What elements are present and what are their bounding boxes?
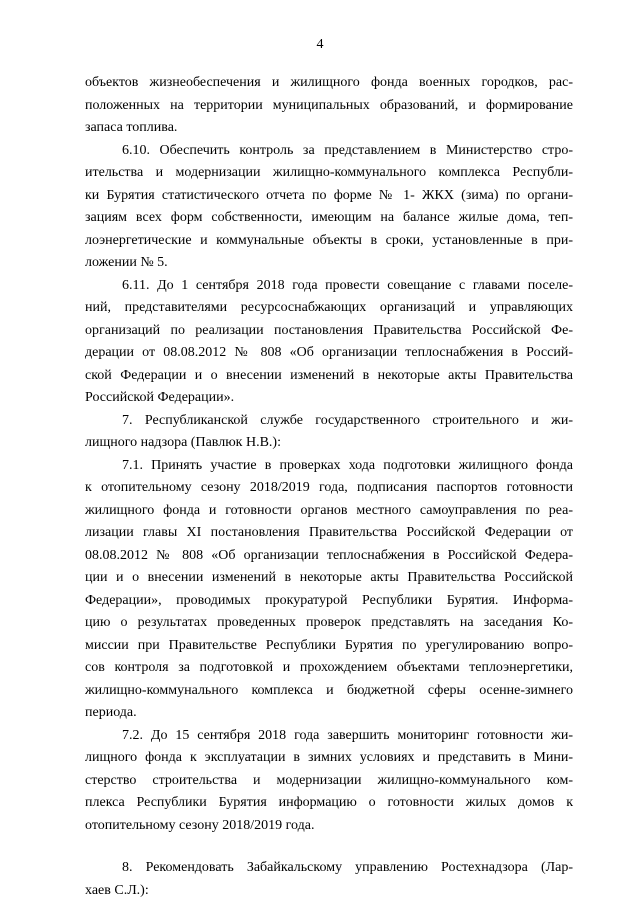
text-line: отопительному сезону 2018/2019 года.: [85, 817, 315, 833]
text-line: сов контроля за подготовкой и прохождением объектами теплоэнергетики,: [85, 660, 573, 675]
paragraph-item-7-1: [85, 455, 573, 725]
text-line: лоэнергетические и коммунальные объекты в сроки, установленные в при-: [85, 232, 573, 248]
text-line: 6.11. До 1 сентября 2018 года провести совещание с главами поселе-: [122, 277, 573, 293]
text-line: 6.10. Обеспечить контроль за представлением в Министерство стро-: [122, 142, 573, 158]
paragraph-item-7-2: [85, 725, 573, 838]
text-line: миссии при Правительстве Республики Бурятия по урегулированию вопро-: [85, 637, 573, 653]
paragraph-item-8: [85, 857, 573, 902]
text-line: Российской Федерации».: [85, 390, 235, 405]
text-line: объектов жизнеобеспечения и жилищного фонда военных городков, рас-: [85, 75, 573, 90]
text-line: 7. Республиканской службе государственного строительного и жи-: [122, 412, 573, 428]
text-line: жилищного фонда и готовности органов местного самоуправления по реа-: [85, 502, 573, 518]
text-line: плекса Республики Бурятия информацию о готовности жилых домов к: [85, 795, 573, 810]
text-line: ки Бурятия статистического отчета по форме № 1- ЖКХ (зима) по органи-: [85, 187, 573, 203]
paragraph-item-6-10: [85, 140, 573, 275]
text-line: ительства и модернизации жилищно-коммунального комплекса Республи-: [85, 165, 573, 180]
text-line: цию о результатах проведенных проверок представлять на заседания Ко-: [85, 615, 573, 630]
paragraph-gap: [85, 837, 573, 857]
text-line: 7.1. Принять участие в проверках хода подготовки жилищного фонда: [122, 457, 573, 473]
text-line: периода.: [85, 705, 137, 720]
text-line: ложении № 5.: [85, 255, 168, 270]
text-line: лищного надзора (Павлюк Н.В.):: [85, 435, 281, 450]
text-line: дерации от 08.08.2012 № 808 «Об организации теплоснабжения в Россий-: [85, 345, 573, 360]
text-line: лищного фонда к эксплуатации в зимних условиях и представить в Мини-: [85, 750, 573, 765]
text-line: хаев С.Л.):: [85, 882, 149, 898]
text-line: жилищно-коммунального комплекса и бюджетной сферы осенне-зимнего: [85, 682, 573, 698]
text-line: запаса топлива.: [85, 120, 178, 135]
text-line: лизации главы XI постановления Правительства Российской Федерации от: [85, 525, 573, 540]
text-line: к отопительному сезону 2018/2019 года, подписания паспортов готовности: [85, 480, 573, 495]
text-line: 7.2. До 15 сентября 2018 года завершить мониторинг готовности жи-: [122, 727, 573, 743]
text-line: зациям всех форм собственности, имеющим на балансе жилые дома, теп-: [85, 210, 573, 225]
document-body: [85, 72, 573, 902]
text-line: 08.08.2012 № 808 «Об организации теплоснабжения в Российской Федера-: [85, 547, 573, 563]
text-line: ции и о внесении изменений в некоторые акты Правительства Российской: [85, 570, 573, 585]
paragraph-continuation: [85, 72, 573, 140]
page-number: 4: [316, 37, 324, 52]
text-line: ний, представителями ресурсоснабжающих организаций и управляющих: [85, 300, 573, 315]
text-line: стерство строительства и модернизации жилищно-коммунального ком-: [85, 772, 573, 788]
paragraph-item-7: [85, 410, 573, 455]
text-line: положенных на территории муниципальных образований, и формирование: [85, 97, 573, 113]
text-line: ской Федерации и о внесении изменений в некоторые акты Правительства: [85, 367, 573, 383]
text-line: Федерации», проводимых прокуратурой Республики Бурятия. Информа-: [85, 592, 573, 608]
text-line: организаций по реализации постановления Правительства Российской Фе-: [85, 322, 573, 338]
paragraph-item-6-11: [85, 275, 573, 410]
text-line: 8. Рекомендовать Забайкальскому управлению Ростехнадзора (Лар-: [122, 860, 573, 875]
